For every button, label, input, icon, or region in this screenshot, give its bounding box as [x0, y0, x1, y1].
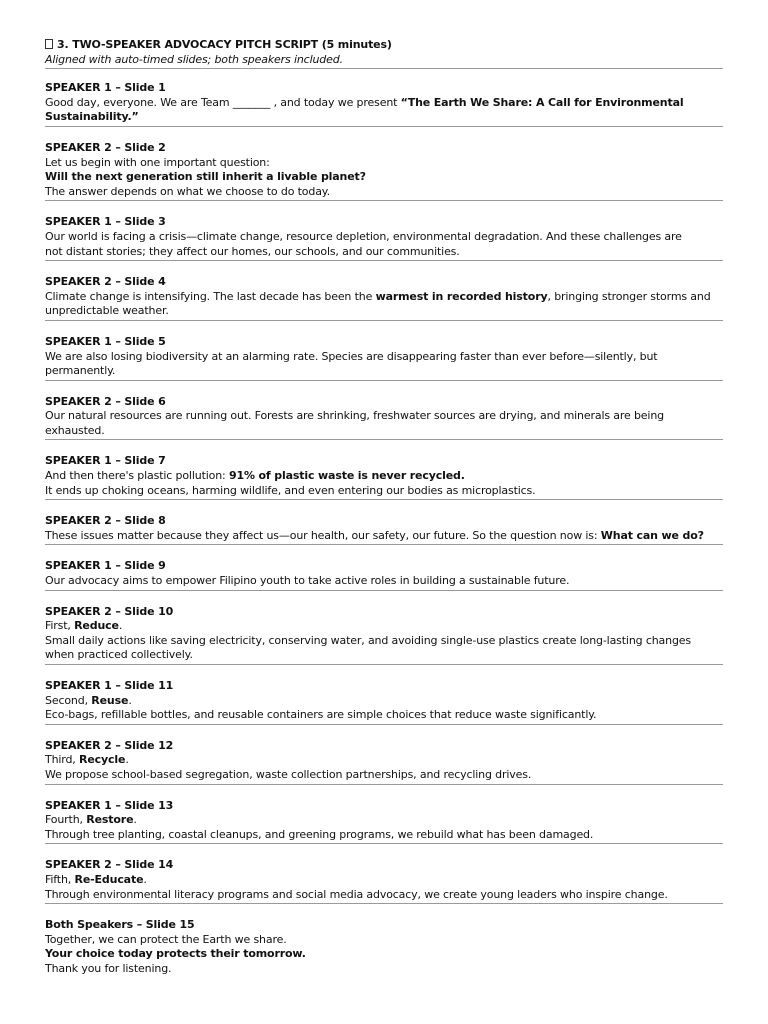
section-heading: SPEAKER 1 – Slide 7 — [45, 454, 166, 468]
section-divider — [45, 843, 723, 844]
section-heading: SPEAKER 1 – Slide 11 — [45, 679, 174, 692]
section-divider — [45, 380, 723, 381]
section-divider — [45, 544, 723, 545]
emphasis-text: What can we do? — [600, 528, 704, 542]
emphasis-text: warmest in recorded history — [375, 289, 548, 303]
section-heading: SPEAKER 2 – Slide 14 — [45, 858, 174, 872]
text-run: Good day, everyone. We are Team _______ , and today we present — [45, 95, 401, 109]
section-divider — [45, 200, 723, 201]
section-text — [45, 753, 723, 768]
document-page — [45, 38, 723, 977]
document-header — [45, 38, 723, 69]
script-section-slide-3 — [45, 215, 723, 261]
section-heading: SPEAKER 1 – Slide 1 — [45, 81, 166, 95]
script-section-slide-13 — [45, 799, 723, 845]
section-divider — [45, 784, 723, 785]
section-text — [45, 529, 723, 544]
text-run: Climate change is intensifying. The last decade has been the — [45, 289, 376, 303]
document-title: 3. TWO-SPEAKER ADVOCACY PITCH SCRIPT (5 minutes) — [57, 38, 392, 51]
section-text — [45, 96, 723, 111]
script-section-slide-4 — [45, 275, 723, 321]
emphasis-text: Reuse — [91, 693, 129, 707]
section-divider — [45, 439, 723, 440]
section-text — [45, 290, 723, 305]
section-divider — [45, 903, 723, 904]
script-section-slide-14 — [45, 858, 723, 904]
emphasis-text: Sustainability.” — [45, 110, 139, 124]
script-section-slide-11 — [45, 679, 723, 725]
section-heading: SPEAKER 2 – Slide 10 — [45, 604, 174, 618]
section-text: We are also losing biodiversity at an alarming rate. Species are disappearing faster than ever before—silently, but — [45, 349, 658, 363]
text-run: And then there's plastic pollution: — [45, 469, 229, 483]
section-text: Our advocacy aims to empower Filipino youth to take active roles in building a sustainable future. — [45, 574, 570, 588]
section-text: Our natural resources are running out. Forests are shrinking, freshwater sources are drying, and minerals are being — [45, 409, 664, 423]
emphasis-text: “The Earth We Share: A Call for Environmental — [400, 95, 684, 109]
text-run: . — [118, 619, 123, 633]
script-section-slide-5 — [45, 335, 723, 381]
text-run: . — [128, 693, 132, 707]
section-divider — [45, 590, 723, 591]
section-text: Through environmental literacy programs and social media advocacy, we create young leaders who inspire change. — [45, 887, 668, 901]
script-section-slide-2 — [45, 141, 723, 201]
document-subtitle: Aligned with auto-timed slides; both speakers included. — [45, 52, 343, 66]
script-section-slide-7 — [45, 454, 723, 500]
script-section-slide-15 — [45, 918, 723, 976]
section-heading: SPEAKER 1 – Slide 3 — [45, 215, 166, 229]
text-run: First, — [45, 619, 75, 633]
script-section-slide-12 — [45, 739, 723, 785]
section-heading: SPEAKER 2 – Slide 12 — [45, 738, 174, 752]
section-text: It ends up choking oceans, harming wildlife, and even entering our bodies as microplastics. — [45, 483, 536, 497]
section-text: when practiced collectively. — [45, 648, 193, 662]
section-divider — [45, 724, 723, 725]
text-run: Fourth, — [45, 813, 87, 827]
section-text: Through tree planting, coastal cleanups, and greening programs, we rebuild what has been damaged. — [45, 827, 594, 841]
section-heading: SPEAKER 1 – Slide 5 — [45, 334, 166, 348]
section-divider — [45, 320, 723, 321]
section-text: not distant stories; they affect our homes, our schools, and our communities. — [45, 244, 460, 258]
section-text: The answer depends on what we choose to do today. — [45, 184, 330, 198]
emphasis-text: Recycle — [79, 753, 126, 767]
text-run: Fifth, — [45, 872, 75, 886]
text-run: . — [143, 872, 147, 886]
section-text: Small daily actions like saving electricity, conserving water, and avoiding single-use plastics create long-lasting changes — [45, 633, 691, 647]
section-text: Together, we can protect the Earth we share. — [45, 932, 287, 946]
emphasis-text: Will the next generation still inherit a livable planet? — [45, 170, 366, 184]
section-text: Let us begin with one important question: — [45, 155, 270, 169]
section-text — [45, 873, 723, 888]
section-divider — [45, 664, 723, 665]
section-text: Thank you for listening. — [45, 961, 172, 975]
emphasis-text: Re-Educate — [74, 872, 144, 886]
box-glyph-icon — [45, 39, 53, 49]
text-run: Second, — [45, 693, 92, 707]
section-divider — [45, 260, 723, 261]
section-heading: SPEAKER 2 – Slide 2 — [45, 140, 166, 154]
script-section-slide-6 — [45, 395, 723, 441]
section-text: exhausted. — [45, 423, 105, 437]
section-text — [45, 813, 723, 828]
section-heading: SPEAKER 2 – Slide 8 — [45, 514, 166, 528]
section-heading: SPEAKER 1 – Slide 13 — [45, 798, 174, 812]
section-text: unpredictable weather. — [45, 304, 169, 318]
section-text — [45, 469, 723, 484]
text-run: , bringing stronger storms and — [547, 289, 711, 303]
script-section-slide-1 — [45, 81, 723, 127]
script-section-slide-9 — [45, 559, 723, 590]
section-heading: SPEAKER 2 – Slide 4 — [45, 275, 166, 289]
section-divider — [45, 126, 723, 127]
section-text: Our world is facing a crisis—climate change, resource depletion, environmental degradation. And these challenges are — [45, 229, 682, 243]
text-run: Third, — [45, 753, 80, 767]
section-text: Eco-bags, refillable bottles, and reusable containers are simple choices that reduce waste significantly. — [45, 708, 597, 722]
script-section-slide-8 — [45, 514, 723, 545]
text-run: . — [125, 753, 129, 767]
section-heading: SPEAKER 1 – Slide 9 — [45, 559, 166, 573]
section-text: permanently. — [45, 364, 116, 378]
document-title-line — [45, 38, 723, 53]
section-divider — [45, 499, 723, 500]
emphasis-text: 91% of plastic waste is never recycled. — [228, 469, 465, 483]
section-text — [45, 694, 723, 709]
script-section-slide-10 — [45, 605, 723, 665]
emphasis-text: Reduce — [74, 619, 119, 633]
emphasis-text: Restore — [86, 813, 134, 827]
section-divider — [45, 68, 723, 69]
section-heading: Both Speakers – Slide 15 — [45, 918, 195, 932]
section-heading: SPEAKER 2 – Slide 6 — [45, 394, 166, 408]
emphasis-text: Your choice today protects their tomorrow. — [45, 947, 306, 961]
section-text: We propose school-based segregation, waste collection partnerships, and recycling drives. — [45, 767, 532, 781]
text-run: . — [133, 813, 137, 827]
text-run: These issues matter because they affect us—our health, our safety, our future. So the question now is: — [45, 528, 601, 542]
section-text — [45, 619, 723, 634]
